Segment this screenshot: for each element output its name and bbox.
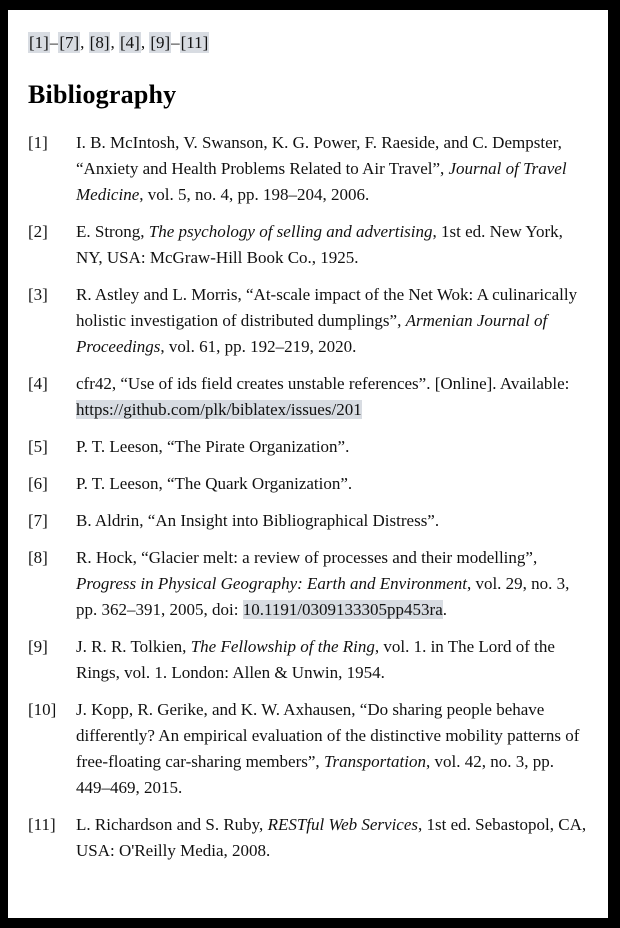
bibliography-entry bbox=[28, 219, 592, 271]
entry-label: [10] bbox=[28, 700, 57, 719]
text-run: . bbox=[442, 600, 448, 619]
bibliography-entry bbox=[28, 508, 592, 534]
citation-separator: , bbox=[110, 33, 119, 52]
entry-label: [4] bbox=[28, 374, 48, 393]
text-run: R. Hock, “Glacier melt: a review of processes and their modelling”, bbox=[76, 548, 538, 567]
citation-separator: , bbox=[80, 33, 89, 52]
citation-line bbox=[28, 30, 592, 56]
citation-separator: – bbox=[171, 33, 180, 52]
text-run: , vol. 1. in The Lord of the Rings, vol. 1. London: Allen & Unwin, 1954. bbox=[76, 637, 555, 682]
entry-text bbox=[76, 471, 592, 497]
citation-link[interactable]: [7] bbox=[59, 33, 80, 52]
text-run: The Fellowship of the Ring bbox=[190, 637, 375, 656]
text-run: Progress in Physical Geography: Earth and Environment bbox=[76, 574, 467, 593]
entry-text bbox=[76, 634, 592, 686]
entry-label: [8] bbox=[28, 548, 48, 567]
text-run: Transportation bbox=[323, 752, 426, 771]
bibliography-entry bbox=[28, 371, 592, 423]
text-run: Journal of Travel Medicine bbox=[76, 159, 567, 204]
entry-text bbox=[76, 545, 592, 623]
entry-label: [1] bbox=[28, 133, 48, 152]
entry-label: [5] bbox=[28, 437, 48, 456]
bibliography-list bbox=[28, 130, 592, 864]
text-run: , vol. 42, no. 3, pp. 449–469, 2015. bbox=[76, 752, 554, 797]
document-page bbox=[8, 10, 608, 918]
citation-separator: , bbox=[140, 33, 150, 52]
citation-link[interactable]: [9] bbox=[150, 33, 171, 52]
entry-text bbox=[76, 371, 592, 423]
text-run: The psychology of selling and advertising bbox=[148, 222, 433, 241]
text-run: P. T. Leeson, “The Quark Organization”. bbox=[76, 474, 353, 493]
text-run: E. Strong, bbox=[76, 222, 149, 241]
text-run: R. Astley and L. Morris, “At-scale impact of the Net Wok: A culinarically holistic investigation of distributed dumplings”, bbox=[76, 285, 578, 330]
entry-text bbox=[76, 434, 592, 460]
entry-text bbox=[76, 282, 592, 360]
text-run: RESTful Web Services bbox=[267, 815, 419, 834]
hyperlink[interactable]: https://github.com/plk/biblatex/issues/201 bbox=[76, 400, 362, 419]
text-run: , vol. 61, pp. 192–219, 2020. bbox=[160, 337, 357, 356]
text-run: cfr42, “Use of ids field creates unstable references”. [Online]. Available: bbox=[76, 374, 570, 393]
citation-link[interactable]: [1] bbox=[29, 33, 49, 52]
text-run: J. R. R. Tolkien, bbox=[76, 637, 191, 656]
citation-link[interactable]: [4] bbox=[119, 33, 140, 52]
citation-link[interactable]: [8] bbox=[89, 33, 110, 52]
entry-label: [3] bbox=[28, 285, 48, 304]
entry-text bbox=[76, 812, 592, 864]
bibliography-entry bbox=[28, 471, 592, 497]
citation-separator: – bbox=[49, 33, 59, 52]
entry-text bbox=[76, 508, 592, 534]
text-run: Armenian Journal of Proceedings bbox=[76, 311, 548, 356]
entry-label: [7] bbox=[28, 511, 48, 530]
entry-label: [6] bbox=[28, 474, 48, 493]
bibliography-entry bbox=[28, 812, 592, 864]
text-run: , vol. 5, no. 4, pp. 198–204, 2006. bbox=[139, 185, 370, 204]
bibliography-entry bbox=[28, 634, 592, 686]
entry-text bbox=[76, 219, 592, 271]
hyperlink[interactable]: 10.1191/0309133305pp453ra bbox=[242, 600, 443, 619]
entry-label: [2] bbox=[28, 222, 48, 241]
page-title: Bibliography bbox=[28, 80, 177, 109]
text-run: B. Aldrin, “An Insight into Bibliographical Distress”. bbox=[76, 511, 440, 530]
text-run: , 1st ed. New York, NY, USA: McGraw-Hill Book Co., 1925. bbox=[76, 222, 563, 267]
bibliography-entry bbox=[28, 282, 592, 360]
text-run: , 1st ed. Sebastopol, CA, USA: O'Reilly Media, 2008. bbox=[76, 815, 587, 860]
bibliography-entry bbox=[28, 697, 592, 801]
text-run: L. Richardson and S. Ruby, bbox=[76, 815, 268, 834]
citation-link[interactable]: [11] bbox=[180, 33, 209, 52]
entry-text bbox=[76, 697, 592, 801]
entry-label: [11] bbox=[28, 815, 56, 834]
text-run: P. T. Leeson, “The Pirate Organization”. bbox=[76, 437, 350, 456]
entry-label: [9] bbox=[28, 637, 48, 656]
bibliography-entry bbox=[28, 130, 592, 208]
bibliography-entry bbox=[28, 545, 592, 623]
text-run: J. Kopp, R. Gerike, and K. W. Axhausen, “Do sharing people behave differently? An empirical evaluation of the distinctive mobility patterns of free-floating car-sharing members”, bbox=[76, 700, 580, 771]
entry-text bbox=[76, 130, 592, 208]
bibliography-entry bbox=[28, 434, 592, 460]
text-run: , vol. 29, no. 3, pp. 362–391, 2005, doi: bbox=[76, 574, 570, 619]
text-run: I. B. McIntosh, V. Swanson, K. G. Power, F. Raeside, and C. Dempster, “Anxiety and Health Problems Related to Air Travel”, bbox=[76, 133, 562, 178]
